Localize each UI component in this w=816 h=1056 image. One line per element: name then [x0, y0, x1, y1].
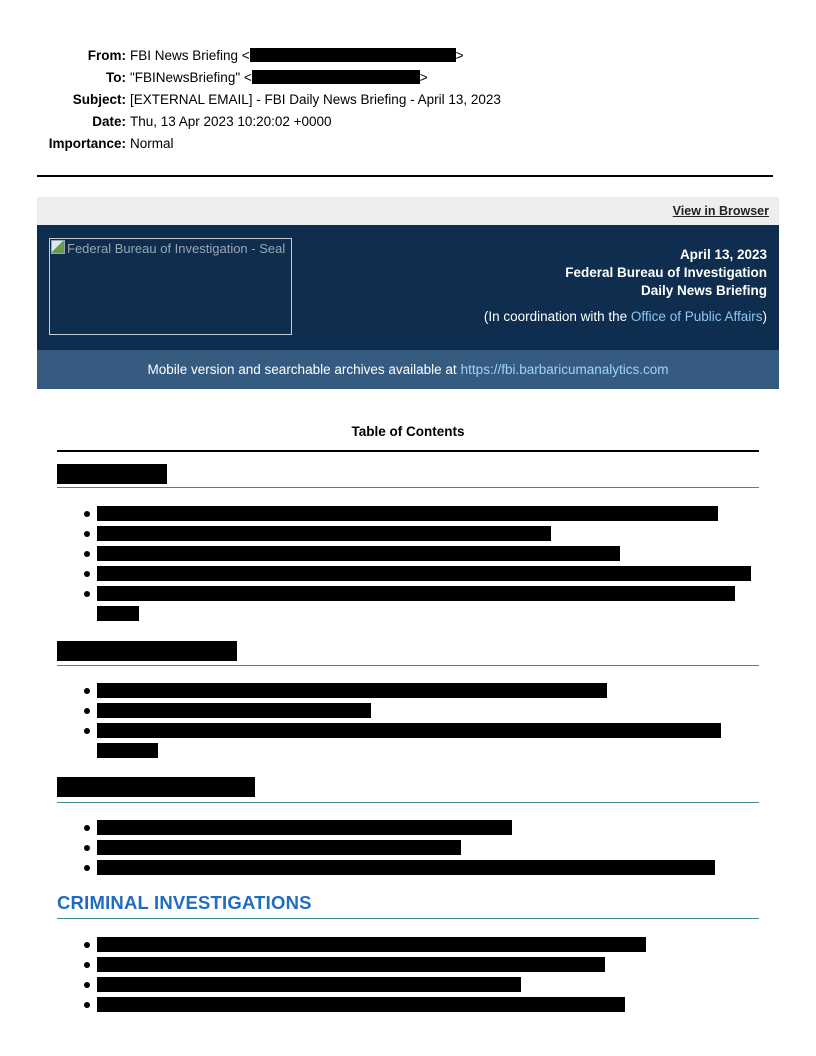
- bullet: [84, 728, 90, 734]
- broken-image-icon: [51, 240, 65, 254]
- opa-link[interactable]: Office of Public Affairs: [630, 309, 763, 324]
- mobile-archive-bar: [37, 350, 779, 389]
- redacted-link-item[interactable]: [97, 997, 625, 1012]
- redacted-link-item[interactable]: [97, 703, 371, 718]
- section-heading-redacted: [57, 464, 167, 484]
- redacted-link-item[interactable]: [97, 820, 512, 835]
- section-rule: [57, 802, 759, 803]
- section-rule: [57, 918, 759, 919]
- redacted-link-item[interactable]: [97, 840, 461, 855]
- seal-alt-text: Federal Bureau of Investigation - Seal: [67, 241, 286, 256]
- from-label: From:: [87, 47, 126, 63]
- redacted-link-item[interactable]: [97, 977, 521, 992]
- date-row: [0, 110, 816, 132]
- email-header: [0, 44, 816, 154]
- bullet: [84, 571, 90, 577]
- redacted-link-item-continuation[interactable]: [97, 743, 158, 758]
- archive-link[interactable]: https://fbi.barbaricumanalytics.com: [460, 362, 669, 377]
- redacted-link-item[interactable]: [97, 526, 551, 541]
- bullet: [84, 845, 90, 851]
- bullet: [84, 942, 90, 948]
- header-divider: [37, 175, 773, 177]
- toc-title: Table of Contents: [351, 424, 465, 439]
- bullet: [84, 511, 90, 517]
- bullet: [84, 1002, 90, 1008]
- bullet: [84, 531, 90, 537]
- bullet: [84, 708, 90, 714]
- date-label: Date:: [92, 113, 126, 129]
- mobile-archive-text: Mobile version and searchable archives available at: [147, 362, 457, 377]
- bullet: [84, 982, 90, 988]
- to-value: "FBINewsBriefing" <: [130, 69, 252, 85]
- view-in-browser-bar: [37, 197, 779, 225]
- from-row: [0, 44, 816, 66]
- coordination-note: [484, 309, 767, 324]
- bullet: [84, 591, 90, 597]
- banner-titles: [565, 246, 767, 300]
- fbi-seal-image: [49, 238, 292, 335]
- redacted-link-item[interactable]: [97, 566, 751, 581]
- from-value: FBI News Briefing <: [130, 47, 250, 63]
- section-heading-redacted: [57, 641, 237, 661]
- bullet: [84, 865, 90, 871]
- to-label: To:: [106, 69, 126, 85]
- criminal-investigations-heading: CRIMINAL INVESTIGATIONS: [57, 892, 312, 913]
- angle-close: >: [419, 69, 428, 85]
- coord-prefix: (In coordination with the: [483, 309, 631, 324]
- angle-close: >: [455, 47, 464, 63]
- redacted-link-item[interactable]: [97, 586, 735, 601]
- redaction-box: [252, 70, 420, 84]
- redacted-link-item[interactable]: [97, 860, 715, 875]
- section-rule: [57, 487, 759, 488]
- redacted-link-item[interactable]: [97, 937, 646, 952]
- importance-row: [0, 132, 816, 154]
- view-in-browser-link[interactable]: View in Browser: [672, 204, 769, 218]
- subject-label: Subject:: [72, 91, 126, 107]
- section-rule: [57, 665, 759, 666]
- importance-value: Normal: [130, 135, 174, 151]
- subject-row: [0, 88, 816, 110]
- briefing-banner: [37, 225, 779, 350]
- redacted-link-item[interactable]: [97, 957, 605, 972]
- redaction-box: [250, 48, 456, 62]
- coord-suffix: ): [762, 309, 767, 324]
- redacted-link-item[interactable]: [97, 546, 620, 561]
- briefing-date: April 13, 2023: [679, 247, 767, 262]
- bullet: [84, 551, 90, 557]
- subject-value: [EXTERNAL EMAIL] - FBI Daily News Briefing - April 13, 2023: [130, 91, 501, 107]
- date-value: Thu, 13 Apr 2023 10:20:02 +0000: [130, 113, 332, 129]
- briefing-title: Daily News Briefing: [640, 283, 767, 298]
- toc-divider: [57, 450, 759, 452]
- bullet: [84, 962, 90, 968]
- bullet: [84, 688, 90, 694]
- redacted-link-item-continuation[interactable]: [97, 606, 139, 621]
- importance-label: Importance:: [48, 135, 126, 151]
- to-row: [0, 66, 816, 88]
- briefing-org: Federal Bureau of Investigation: [565, 265, 767, 280]
- redacted-link-item[interactable]: [97, 683, 607, 698]
- redacted-link-item[interactable]: [97, 506, 718, 521]
- section-heading-redacted: [57, 777, 255, 797]
- bullet: [84, 825, 90, 831]
- redacted-link-item[interactable]: [97, 723, 721, 738]
